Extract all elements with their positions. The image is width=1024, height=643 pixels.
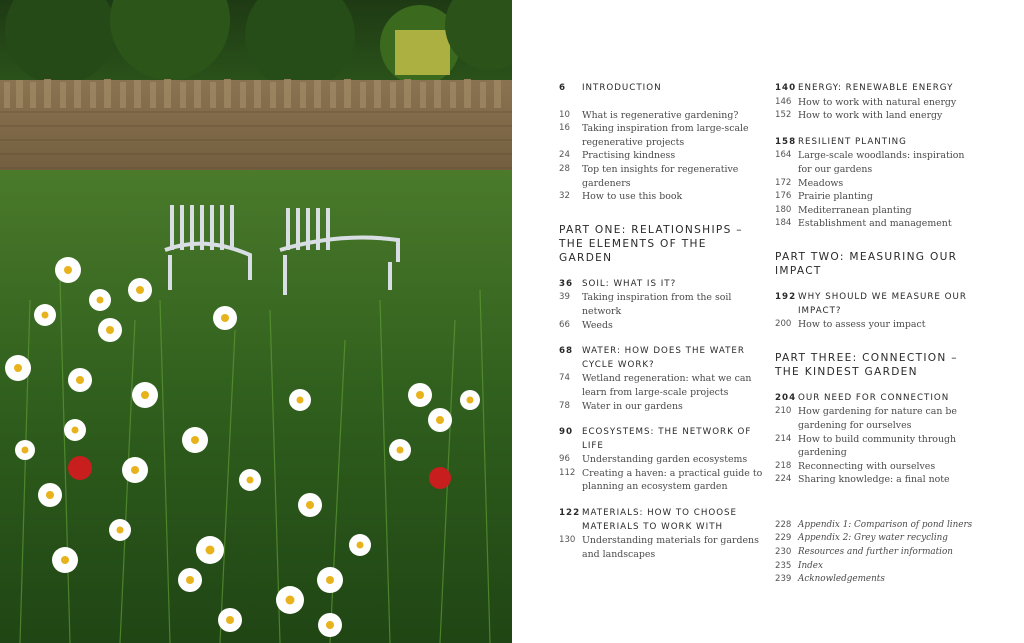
entry-title: Acknowledgements	[798, 574, 885, 585]
page-number: 66	[559, 319, 570, 330]
page-number: 32	[559, 191, 570, 202]
toc-entry	[775, 532, 975, 546]
entry-title: How to work with natural energy	[798, 96, 957, 108]
toc-entry	[775, 318, 975, 332]
page-number: 146	[775, 96, 792, 107]
entry-title: Prairie planting	[798, 191, 873, 203]
contents-page	[512, 0, 1024, 643]
part-heading: PART THREE: CONNECTION – THE KINDEST GARDEN	[775, 351, 958, 378]
entry-title: Resources and further information	[798, 547, 953, 558]
page-number: 176	[775, 191, 792, 202]
page-number: 210	[775, 406, 792, 417]
entry-title: INTRODUCTION	[582, 83, 662, 93]
toc-entry	[775, 573, 975, 587]
spacer	[775, 379, 975, 392]
entry-title: Reconnecting with ourselves	[798, 460, 936, 472]
entry-title: Index	[798, 560, 823, 571]
entry-title: How to work with land energy	[798, 110, 943, 122]
toc-entry	[775, 217, 975, 231]
page-number: 184	[775, 218, 792, 229]
toc-entry	[775, 546, 975, 560]
entry-title: Taking inspiration from large-scale regenerative projects	[582, 123, 749, 148]
toc-entry	[559, 534, 764, 561]
spacer	[559, 265, 764, 278]
entry-title: RESILIENT PLANTING	[798, 136, 907, 147]
entry-title: MATERIALS: HOW TO CHOOSE MATERIALS TO WORK WITH	[582, 508, 738, 532]
page-number: 39	[559, 292, 570, 303]
entry-title: How to assess your impact	[798, 319, 926, 331]
page-number: 172	[775, 177, 792, 188]
page-number: 122	[559, 508, 581, 519]
entry-title: Understanding materials for gardens and landscapes	[582, 535, 759, 560]
page-number: 90	[559, 427, 574, 438]
spacer	[559, 96, 764, 109]
page-number: 36	[559, 278, 574, 289]
entry-title: Appendix 1: Comparison of pond liners	[798, 519, 973, 530]
toc-entry	[775, 473, 975, 487]
spacer	[559, 332, 764, 345]
spacer	[775, 332, 975, 351]
spacer	[559, 204, 764, 223]
toc-chapter-heading	[559, 507, 764, 534]
toc-chapter-heading	[559, 278, 764, 292]
part-heading: PART ONE: RELATIONSHIPS – THE ELEMENTS OF THE GARDEN	[559, 223, 743, 264]
toc-entry	[559, 109, 764, 123]
page-number: 224	[775, 474, 792, 485]
toc-entry	[559, 319, 764, 333]
page-number: 200	[775, 319, 792, 330]
toc-left-column	[559, 82, 764, 561]
toc-entry	[775, 177, 975, 191]
toc-entry	[559, 149, 764, 163]
toc-chapter-heading	[559, 345, 764, 372]
spacer	[775, 487, 975, 506]
entry-title: What is regenerative gardening?	[582, 109, 739, 121]
entry-title: OUR NEED FOR CONNECTION	[798, 392, 950, 403]
toc-entry	[559, 163, 764, 190]
page-number: 74	[559, 373, 570, 384]
entry-title: ECOSYSTEMS: THE NETWORK OF LIFE	[582, 427, 752, 451]
entry-title: Understanding garden ecosystems	[582, 454, 748, 466]
page-number: 228	[775, 519, 792, 530]
entry-title: ENERGY: RENEWABLE ENERGY	[798, 83, 954, 93]
entry-title: Wetland regeneration: what we can learn from large-scale projects	[582, 373, 752, 398]
toc-entry	[559, 400, 764, 414]
page-number: 214	[775, 433, 792, 444]
spacer	[775, 278, 975, 291]
toc-entry	[775, 190, 975, 204]
spacer	[775, 123, 975, 136]
toc-right-column	[775, 82, 975, 587]
page-number: 28	[559, 163, 570, 174]
entry-title: WHY SHOULD WE MEASURE OUR IMPACT?	[798, 291, 967, 316]
toc-chapter-heading	[559, 426, 764, 453]
page-number: 140	[775, 83, 797, 93]
page-number: 6	[559, 83, 567, 93]
toc-entry	[775, 519, 975, 533]
spacer	[559, 413, 764, 426]
toc-entry	[775, 433, 975, 460]
toc-entry	[559, 291, 764, 318]
entry-title: How to use this book	[582, 191, 683, 203]
page-number: 78	[559, 400, 570, 411]
entry-title: Weeds	[582, 319, 613, 331]
page-number: 239	[775, 574, 792, 585]
toc-entry	[775, 96, 975, 110]
toc-chapter-heading	[775, 291, 975, 318]
page-number: 180	[775, 204, 792, 215]
toc-entry	[775, 109, 975, 123]
toc-chapter-heading	[775, 392, 975, 406]
page-number: 204	[775, 392, 797, 403]
entry-title: Creating a haven: a practical guide to planning an ecosystem garden	[582, 467, 763, 493]
page-number: 158	[775, 136, 797, 147]
entry-title: Large-scale woodlands: inspiration for our gardens	[798, 150, 965, 175]
toc-chapter-heading	[775, 136, 975, 150]
spacer	[559, 494, 764, 507]
entry-title: Mediterranean planting	[798, 204, 912, 216]
toc-entry	[775, 149, 975, 176]
toc-chapter-heading	[559, 82, 764, 96]
toc-entry	[559, 467, 764, 494]
page-number: 230	[775, 547, 792, 558]
toc-chapter-heading	[775, 82, 975, 96]
page-number: 235	[775, 560, 792, 571]
toc-entry	[559, 190, 764, 204]
toc-entry	[559, 122, 764, 149]
spacer	[775, 506, 975, 519]
toc-entry	[559, 453, 764, 467]
entry-title: How gardening for nature can be gardening for ourselves	[798, 406, 957, 431]
entry-title: SOIL: WHAT IS IT?	[582, 278, 677, 289]
entry-title: Appendix 2: Grey water recycling	[798, 533, 948, 544]
page-number: 96	[559, 454, 570, 465]
page-number: 152	[775, 110, 792, 121]
page-number: 16	[559, 123, 570, 134]
toc-entry	[775, 560, 975, 574]
page-number: 229	[775, 533, 792, 544]
entry-title: Water in our gardens	[582, 400, 683, 412]
entry-title: Establishment and management	[798, 218, 952, 230]
page-number: 112	[559, 467, 576, 478]
entry-title: Practising kindness	[582, 150, 676, 162]
page-number: 24	[559, 150, 570, 161]
entry-title: Taking inspiration from the soil network	[582, 292, 732, 317]
entry-title: Meadows	[798, 177, 844, 189]
spacer	[775, 231, 975, 250]
page-number: 218	[775, 460, 792, 471]
toc-entry	[775, 204, 975, 218]
page-number: 130	[559, 535, 576, 546]
toc-entry	[775, 460, 975, 474]
part-heading: PART TWO: MEASURING OUR IMPACT	[775, 250, 958, 277]
entry-title: How to build community through gardening	[798, 433, 957, 459]
toc-entry	[775, 405, 975, 432]
entry-title: WATER: HOW DOES THE WATER CYCLE WORK?	[582, 346, 745, 370]
page-number: 164	[775, 150, 792, 161]
page-number: 10	[559, 109, 570, 120]
entry-title: Sharing knowledge: a final note	[798, 474, 950, 486]
toc-entry	[559, 372, 764, 399]
page-number: 192	[775, 291, 797, 302]
page-number: 68	[559, 346, 574, 357]
entry-title: Top ten insights for regenerative gardeners	[582, 163, 739, 189]
